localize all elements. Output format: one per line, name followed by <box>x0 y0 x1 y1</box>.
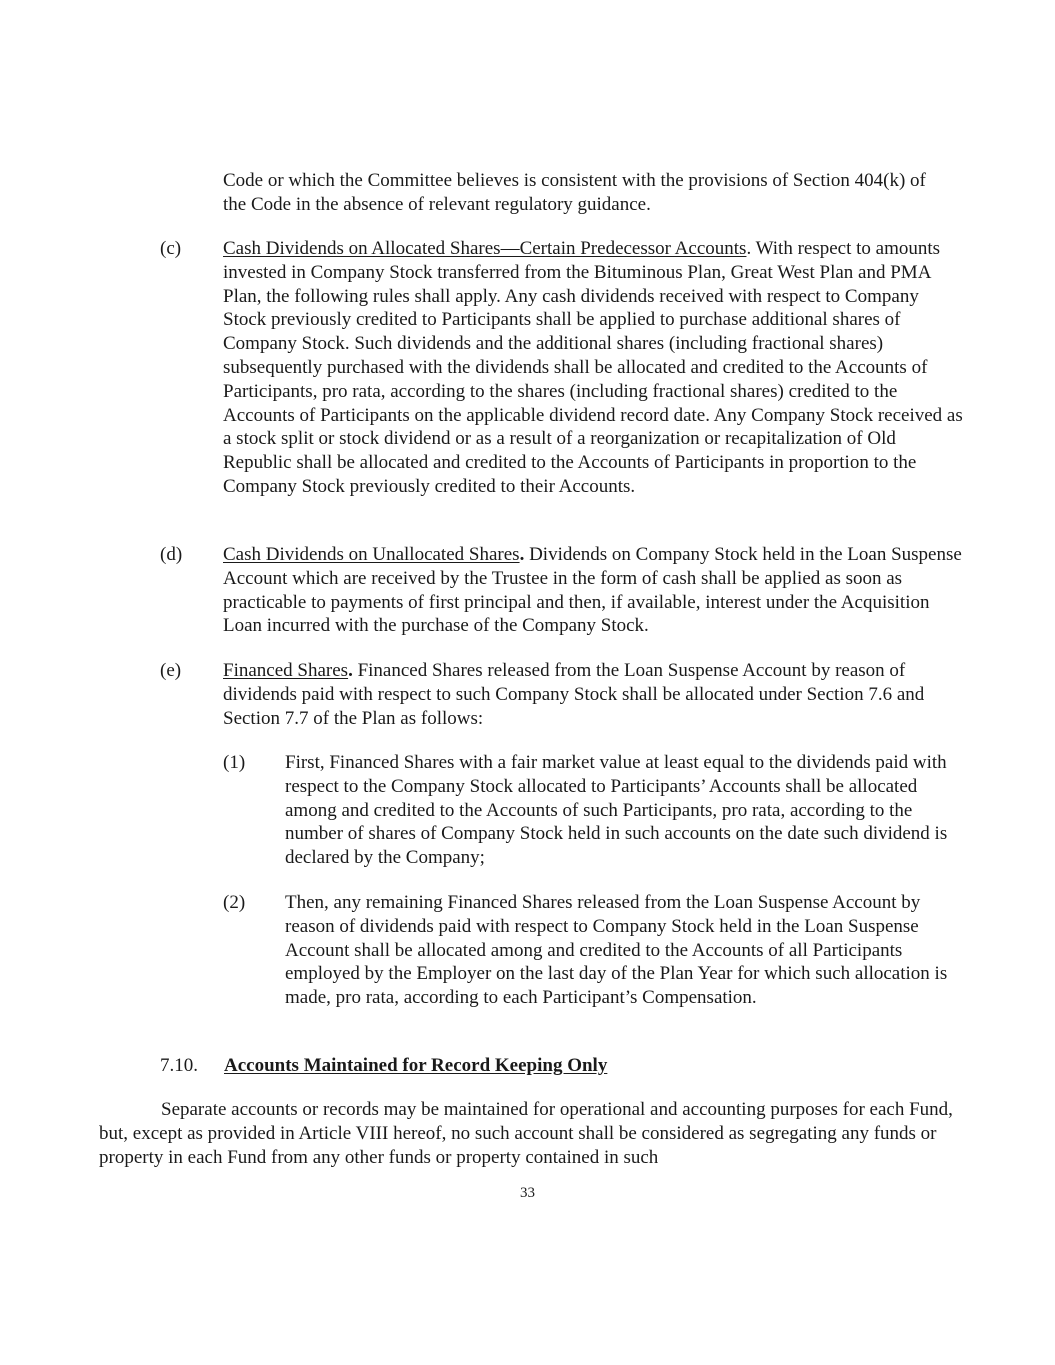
section-c-text: With respect to amounts invested in Company Stock transferred from the Bituminous Plan, Great West Plan and PMA Plan, the following rules shall apply. Any cash dividends received with respect to Company Stock previously credited to Participants shall be applied to purchase additional shares of Company Stock. Such dividends and the additional shares (including fractional shares) subsequently purchased with the dividends shall be allocated and credited to the Accounts of Participants, pro rata, according to the shares (including fractional shares) credited to the Accounts of Participants on the applicable dividend record date. Any Company Stock received as a stock split or stock dividend or as a result of a reorganization or recapitalization of Old Republic shall be allocated and credited to the Accounts of Participants in proportion to the Company Stock previously credited to their Accounts. <box>223 238 963 497</box>
subsection-2-body: Then, any remaining Financed Shares released from the Loan Suspense Account by reason of dividends paid with respect to Company Stock held in the Loan Suspense Account shall be allocated among and credited to the Accounts of all Participants employed by the Employer on the last day of the Plan Year for which such allocation is made, pro rata, according to each Participant’s Compensation. <box>285 892 948 1009</box>
section-e-label: (e) <box>160 660 182 681</box>
section-e-body <box>223 659 963 730</box>
page-number: 33 <box>520 1185 535 1201</box>
section-title: Accounts Maintained for Record Keeping Only <box>224 1055 608 1076</box>
section-c-title: Cash Dividends on Allocated Shares—Certain Predecessor Accounts <box>223 238 747 259</box>
section-d-label: (d) <box>160 544 183 565</box>
section-d-title: Cash Dividends on Unallocated Shares <box>223 544 520 565</box>
subsection-2-label: (2) <box>223 892 246 913</box>
subsection-1-label: (1) <box>223 752 246 773</box>
section-c-body <box>223 237 963 499</box>
continuation-paragraph: Code or which the Committee believes is consistent with the provisions of Section 404(k) of the Code in the absence of relevant regulatory guidance. <box>223 170 926 215</box>
section-number: 7.10. <box>160 1055 198 1076</box>
section-e-text: Financed Shares released from the Loan Suspense Account by reason of dividends paid with respect to such Company Stock shall be allocated under Section 7.6 and Section 7.7 of the Plan as follows: <box>223 660 925 729</box>
section-c-title-punct: . <box>746 238 752 259</box>
section-e-title: Financed Shares <box>223 660 349 681</box>
final-paragraph <box>99 1098 959 1169</box>
section-c-label: (c) <box>160 238 182 259</box>
section-d-text: Dividends on Company Stock held in the Loan Suspense Account which are received by the Trustee in the form of cash shall be applied as soon as practicable to payments of first principal and then, if available, interest under the Acquisition Loan incurred with the purchase of the Company Stock. <box>223 544 962 637</box>
section-e-title-punct: . <box>348 660 353 681</box>
final-paragraph-text: Separate accounts or records may be maintained for operational and accounting purposes for each Fund, but, except as provided in Article VIII hereof, no such account shall be considered as segregating any funds or property in each Fund from any other funds or property contained in such <box>99 1099 953 1168</box>
subsection-1-body: First, Financed Shares with a fair market value at least equal to the dividends paid with respect to the Company Stock allocated to Participants’ Accounts shall be allocated among and credited to the Accounts of such Participants, pro rata, according to the number of shares of Company Stock held in such accounts on the date such dividend is declared by the Company; <box>285 752 948 869</box>
section-d-body <box>223 543 963 638</box>
section-d-title-punct: . <box>519 544 525 565</box>
